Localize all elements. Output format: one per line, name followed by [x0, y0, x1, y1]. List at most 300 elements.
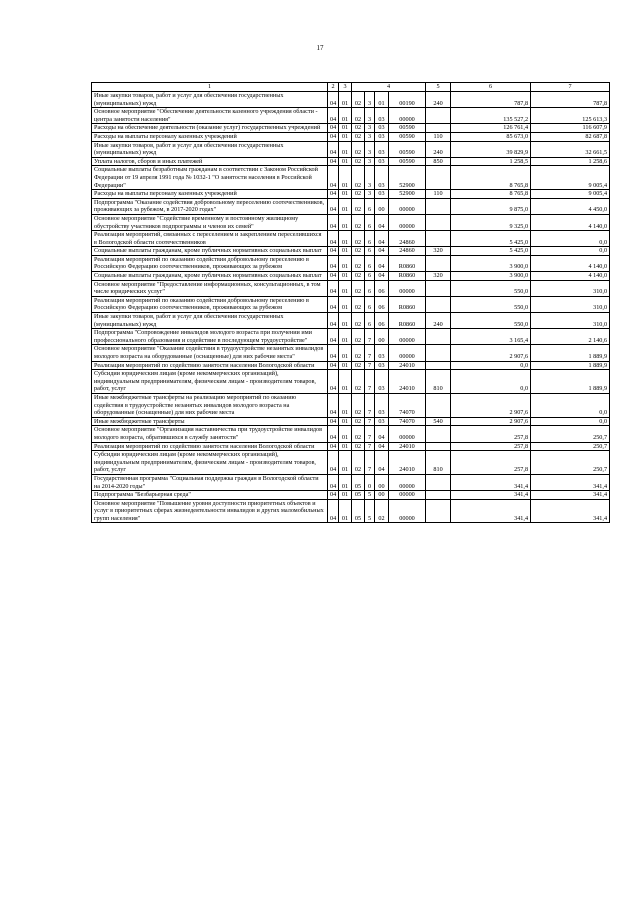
table-body — [92, 92, 610, 523]
row-cell: 52900 — [389, 166, 426, 190]
row-cell: 1 889,9 — [531, 345, 610, 361]
row-cell — [426, 255, 451, 271]
row-cell: 01 — [339, 124, 352, 133]
row-cell: 04 — [375, 247, 389, 256]
row-cell: 02 — [352, 451, 365, 475]
row-cell: 01 — [339, 108, 352, 124]
row-name: Реализация мероприятий, связанных с переселением и закреплением переселившихся в Вологодской области соотечественников — [92, 231, 328, 247]
row-cell: 05 — [352, 491, 365, 500]
row-cell: 04 — [328, 231, 339, 247]
row-cell: 02 — [352, 329, 365, 345]
row-cell: 341,4 — [531, 499, 610, 523]
table-row — [92, 255, 610, 271]
row-cell: 01 — [339, 280, 352, 296]
table-row — [92, 451, 610, 475]
row-cell: 2 907,6 — [451, 393, 531, 417]
row-name: Иные закупки товаров, работ и услуг для обеспечения государственных (муниципальных) нужд — [92, 141, 328, 157]
row-cell: 7 — [365, 442, 375, 451]
table-row — [92, 124, 610, 133]
row-cell: 01 — [339, 370, 352, 394]
header-col-6: 6 — [451, 83, 531, 92]
row-cell: 341,4 — [451, 499, 531, 523]
row-cell: 3 — [365, 190, 375, 199]
row-cell: 310,0 — [531, 313, 610, 329]
row-cell: 1 258,5 — [451, 157, 531, 166]
row-cell: 02 — [352, 417, 365, 426]
row-cell: 04 — [328, 272, 339, 281]
row-cell: 02 — [352, 190, 365, 199]
row-cell: 04 — [375, 231, 389, 247]
row-cell: 04 — [328, 190, 339, 199]
row-cell: 341,4 — [531, 474, 610, 490]
row-cell: 02 — [352, 296, 365, 312]
row-cell: 257,8 — [451, 426, 531, 442]
row-cell: 04 — [375, 426, 389, 442]
row-cell: 3 — [365, 157, 375, 166]
row-cell: 04 — [328, 417, 339, 426]
row-cell: 04 — [375, 442, 389, 451]
row-cell: 02 — [352, 198, 365, 214]
row-cell: 320 — [426, 272, 451, 281]
row-cell: 00000 — [389, 491, 426, 500]
row-cell — [426, 499, 451, 523]
table-row — [92, 214, 610, 230]
row-name: Реализация мероприятий по оказанию содействия добровольному переселению в Российскую Федерацию соотечественников, проживающих за рубежом — [92, 255, 328, 271]
row-cell: 04 — [328, 474, 339, 490]
row-cell: 74070 — [389, 417, 426, 426]
row-cell: 5 — [365, 491, 375, 500]
row-cell: 04 — [328, 166, 339, 190]
table-row — [92, 247, 610, 256]
row-cell: 02 — [352, 272, 365, 281]
row-cell: 00590 — [389, 132, 426, 141]
row-cell: 3 — [365, 92, 375, 108]
row-cell: 4 450,0 — [531, 198, 610, 214]
row-cell: 01 — [339, 474, 352, 490]
row-cell: 9 875,0 — [451, 198, 531, 214]
row-cell: 02 — [352, 313, 365, 329]
row-cell: 04 — [328, 247, 339, 256]
row-cell: 05 — [352, 474, 365, 490]
row-cell: 2 140,6 — [531, 329, 610, 345]
row-cell: 01 — [339, 231, 352, 247]
row-cell: 3 — [365, 132, 375, 141]
table-row — [92, 426, 610, 442]
header-col-5: 5 — [426, 83, 451, 92]
row-cell — [426, 231, 451, 247]
row-cell: 01 — [339, 442, 352, 451]
row-cell: 01 — [339, 166, 352, 190]
row-cell: 240 — [426, 92, 451, 108]
row-cell: 540 — [426, 417, 451, 426]
row-cell: 04 — [328, 370, 339, 394]
row-cell: 39 829,9 — [451, 141, 531, 157]
row-cell: 5 425,0 — [451, 247, 531, 256]
row-cell — [426, 124, 451, 133]
row-cell: 7 — [365, 345, 375, 361]
row-cell: 01 — [339, 345, 352, 361]
row-name: Подпрограмма "Сопровождение инвалидов молодого возраста при получении ими профессионального образования и содействие в последующем трудоустройстве" — [92, 329, 328, 345]
row-cell: 06 — [375, 280, 389, 296]
table-row — [92, 361, 610, 370]
row-cell: 1 889,9 — [531, 370, 610, 394]
row-cell: 00000 — [389, 345, 426, 361]
row-cell: 550,0 — [451, 313, 531, 329]
row-cell: 6 — [365, 198, 375, 214]
row-name: Уплата налогов, сборов и иных платежей — [92, 157, 328, 166]
row-cell: 01 — [339, 361, 352, 370]
row-name: Субсидии юридическим лицам (кроме некоммерческих организаций), индивидуальным предпринимателям, физическим лицам - производителям товаров, работ, услуг — [92, 370, 328, 394]
row-cell: 01 — [339, 499, 352, 523]
row-cell: 250,7 — [531, 442, 610, 451]
row-cell: 9 005,4 — [531, 166, 610, 190]
row-cell: 850 — [426, 157, 451, 166]
row-cell: 02 — [352, 108, 365, 124]
row-name: Иные межбюджетные трансферты на реализацию мероприятий по оказанию содействия в трудоустройстве незанятых инвалидов молодого возраста на оборудованные (оснащенные) для них рабочие места — [92, 393, 328, 417]
row-cell: 6 — [365, 296, 375, 312]
row-cell: 00 — [375, 474, 389, 490]
row-cell: 3 900,0 — [451, 255, 531, 271]
row-cell — [426, 166, 451, 190]
row-cell: 257,8 — [451, 451, 531, 475]
row-cell — [426, 474, 451, 490]
row-cell: 00000 — [389, 426, 426, 442]
row-cell: 01 — [339, 198, 352, 214]
row-cell: 03 — [375, 157, 389, 166]
row-cell: 06 — [375, 296, 389, 312]
row-cell — [426, 361, 451, 370]
row-cell — [426, 198, 451, 214]
page-number: 17 — [316, 44, 324, 52]
table-row — [92, 393, 610, 417]
header-col-name: 1 — [92, 83, 328, 92]
row-cell: 4 140,0 — [531, 272, 610, 281]
row-name: Основное мероприятие "Предоставление информационных, консультационных, в том числе юридических услуг" — [92, 280, 328, 296]
table-row — [92, 296, 610, 312]
row-cell — [426, 345, 451, 361]
row-cell: 02 — [352, 442, 365, 451]
table-row — [92, 272, 610, 281]
row-cell: 04 — [328, 157, 339, 166]
row-cell: 02 — [352, 132, 365, 141]
row-cell: 03 — [375, 393, 389, 417]
header-col-3: 3 — [339, 83, 352, 92]
row-cell: 02 — [352, 255, 365, 271]
row-cell: 00000 — [389, 198, 426, 214]
row-cell: 310,0 — [531, 280, 610, 296]
row-cell: 03 — [375, 417, 389, 426]
row-name: Иные закупки товаров, работ и услуг для обеспечения государственных (муниципальных) нужд — [92, 313, 328, 329]
row-cell: 01 — [339, 255, 352, 271]
row-cell: 110 — [426, 132, 451, 141]
row-cell: 04 — [328, 442, 339, 451]
row-cell: 01 — [339, 214, 352, 230]
row-cell: 04 — [328, 313, 339, 329]
row-cell: 05 — [352, 499, 365, 523]
row-cell: 03 — [375, 166, 389, 190]
row-cell: 0,0 — [531, 231, 610, 247]
row-cell: 7 — [365, 329, 375, 345]
row-name: Основное мероприятие "Оказание содействия в трудоустройстве незанятых инвалидов молодого возраста на оборудованные (оснащенные) для них рабочие места" — [92, 345, 328, 361]
row-cell: 01 — [375, 92, 389, 108]
table-row — [92, 474, 610, 490]
row-cell: 03 — [375, 132, 389, 141]
row-name: Субсидии юридическим лицам (кроме некоммерческих организаций), индивидуальным предпринимателям, физическим лицам - производителям товаров, работ, услуг — [92, 451, 328, 475]
row-cell: 04 — [328, 499, 339, 523]
row-cell: 24010 — [389, 370, 426, 394]
row-cell: 04 — [328, 132, 339, 141]
row-cell: 01 — [339, 426, 352, 442]
row-cell: 810 — [426, 451, 451, 475]
row-name: Расходы на выплаты персоналу казенных учреждений — [92, 190, 328, 199]
row-name: Реализация мероприятий по содействию занятости населения Вологодской области — [92, 361, 328, 370]
table-row — [92, 313, 610, 329]
row-cell: 7 — [365, 417, 375, 426]
row-cell — [426, 108, 451, 124]
row-cell: 00000 — [389, 108, 426, 124]
table-row — [92, 132, 610, 141]
row-name: Реализация мероприятий по оказанию содействия добровольному переселению в Российскую Федерацию соотечественников, проживающих за рубежом — [92, 296, 328, 312]
row-cell: 1 889,9 — [531, 361, 610, 370]
row-cell: 1 258,6 — [531, 157, 610, 166]
row-cell: 01 — [339, 329, 352, 345]
row-cell: 7 — [365, 361, 375, 370]
row-cell — [426, 426, 451, 442]
row-cell: 04 — [328, 426, 339, 442]
row-cell: 6 — [365, 313, 375, 329]
row-cell: 02 — [352, 231, 365, 247]
row-cell: 02 — [352, 141, 365, 157]
row-cell: 04 — [328, 280, 339, 296]
row-cell: 02 — [375, 499, 389, 523]
row-cell: 125 613,3 — [531, 108, 610, 124]
row-cell: 02 — [352, 166, 365, 190]
row-cell: 787,8 — [531, 92, 610, 108]
row-cell: 126 761,4 — [451, 124, 531, 133]
row-cell: 550,0 — [451, 296, 531, 312]
row-cell: 3 165,4 — [451, 329, 531, 345]
row-cell: 257,8 — [451, 442, 531, 451]
row-cell: R0860 — [389, 296, 426, 312]
row-cell: 787,8 — [451, 92, 531, 108]
row-cell: 24010 — [389, 361, 426, 370]
table-row — [92, 345, 610, 361]
header-col-4: 4 — [352, 83, 426, 92]
row-cell: 6 — [365, 247, 375, 256]
row-cell: 00190 — [389, 92, 426, 108]
row-cell — [426, 280, 451, 296]
row-cell: 04 — [328, 491, 339, 500]
row-cell: 3 — [365, 108, 375, 124]
row-cell: 6 — [365, 272, 375, 281]
row-cell: 06 — [375, 313, 389, 329]
row-cell: 24860 — [389, 247, 426, 256]
row-cell: 310,0 — [531, 296, 610, 312]
row-cell: 24010 — [389, 442, 426, 451]
row-cell: 0,0 — [531, 247, 610, 256]
row-cell: 01 — [339, 491, 352, 500]
row-name: Социальные выплаты безработным гражданам в соответствии с Законом Российской Федерации от 19 апреля 1991 года № 1032-1 "О занятости населения в Российской Федерации" — [92, 166, 328, 190]
row-cell: 135 527,2 — [451, 108, 531, 124]
row-cell: 8 765,8 — [451, 190, 531, 199]
row-cell: 04 — [328, 198, 339, 214]
row-cell: 00000 — [389, 329, 426, 345]
row-cell: 2 907,6 — [451, 417, 531, 426]
table-row — [92, 141, 610, 157]
row-cell: 04 — [328, 345, 339, 361]
row-cell — [426, 214, 451, 230]
table-row — [92, 329, 610, 345]
row-cell: 01 — [339, 417, 352, 426]
row-cell: 250,7 — [531, 451, 610, 475]
row-name: Иные межбюджетные трансферты — [92, 417, 328, 426]
header-col-7: 7 — [531, 83, 610, 92]
row-cell: 03 — [375, 345, 389, 361]
row-cell: 85 673,0 — [451, 132, 531, 141]
row-name: Подпрограмма "Безбарьерная среда" — [92, 491, 328, 500]
row-cell: 00000 — [389, 474, 426, 490]
row-cell: 6 — [365, 214, 375, 230]
row-name: Иные закупки товаров, работ и услуг для обеспечения государственных (муниципальных) нужд — [92, 92, 328, 108]
row-cell: 3 — [365, 124, 375, 133]
row-cell: 250,7 — [531, 426, 610, 442]
table-row — [92, 108, 610, 124]
table-row — [92, 157, 610, 166]
row-cell: 04 — [328, 214, 339, 230]
row-name: Подпрограмма "Оказание содействия добровольному переселению соотечественников, проживающих за рубежом, в 2017-2020 годах" — [92, 198, 328, 214]
row-cell: 03 — [375, 361, 389, 370]
table-row — [92, 231, 610, 247]
row-cell: 240 — [426, 141, 451, 157]
row-cell: 550,0 — [451, 280, 531, 296]
row-cell — [426, 491, 451, 500]
row-cell: 0,0 — [451, 370, 531, 394]
row-cell: 04 — [328, 141, 339, 157]
row-cell: 0,0 — [531, 393, 610, 417]
row-cell: 04 — [328, 451, 339, 475]
row-cell: 04 — [328, 108, 339, 124]
row-cell: 01 — [339, 92, 352, 108]
row-name: Расходы на выплаты персоналу казенных учреждений — [92, 132, 328, 141]
row-cell: 24010 — [389, 451, 426, 475]
row-cell: 00000 — [389, 499, 426, 523]
row-cell: 04 — [328, 329, 339, 345]
row-cell — [426, 393, 451, 417]
row-cell: 7 — [365, 426, 375, 442]
row-cell: 02 — [352, 345, 365, 361]
row-cell: 6 — [365, 231, 375, 247]
row-cell: 04 — [328, 255, 339, 271]
row-cell: 00590 — [389, 124, 426, 133]
row-cell: 00590 — [389, 141, 426, 157]
row-cell: 3 — [365, 166, 375, 190]
row-cell: 341,4 — [451, 474, 531, 490]
row-cell: 7 — [365, 451, 375, 475]
row-cell: 4 140,0 — [531, 214, 610, 230]
row-cell: 03 — [375, 108, 389, 124]
row-cell: 8 765,8 — [451, 166, 531, 190]
row-cell: 0,0 — [531, 417, 610, 426]
row-cell: 04 — [328, 124, 339, 133]
table-row — [92, 442, 610, 451]
row-cell: 01 — [339, 313, 352, 329]
row-cell: 01 — [339, 157, 352, 166]
row-cell: 7 — [365, 393, 375, 417]
header-col-2: 2 — [328, 83, 339, 92]
table-row — [92, 417, 610, 426]
row-cell: 04 — [375, 255, 389, 271]
row-cell: 00590 — [389, 157, 426, 166]
row-cell: 02 — [352, 247, 365, 256]
row-cell: 01 — [339, 393, 352, 417]
row-cell: 01 — [339, 247, 352, 256]
row-cell: 04 — [328, 296, 339, 312]
row-cell: 7 — [365, 370, 375, 394]
row-cell: 116 607,9 — [531, 124, 610, 133]
row-name: Социальные выплаты гражданам, кроме публичных нормативных социальных выплат — [92, 272, 328, 281]
row-cell: 02 — [352, 157, 365, 166]
row-cell: 0 — [365, 474, 375, 490]
table-row — [92, 198, 610, 214]
row-cell: 03 — [375, 370, 389, 394]
row-cell: R0860 — [389, 272, 426, 281]
row-cell: 6 — [365, 255, 375, 271]
row-name: Государственная программа "Социальная поддержка граждан в Вологодской области на 2014-2020 годы" — [92, 474, 328, 490]
row-cell: 04 — [328, 393, 339, 417]
table-row — [92, 499, 610, 523]
row-cell: 320 — [426, 247, 451, 256]
row-cell — [426, 442, 451, 451]
row-cell: 2 907,6 — [451, 345, 531, 361]
row-cell: 82 687,8 — [531, 132, 610, 141]
row-cell: 04 — [375, 451, 389, 475]
budget-table — [91, 82, 610, 523]
row-cell: 01 — [339, 272, 352, 281]
row-cell: 5 425,0 — [451, 231, 531, 247]
row-cell: 00000 — [389, 214, 426, 230]
row-cell: 02 — [352, 361, 365, 370]
table-row — [92, 190, 610, 199]
table-row — [92, 280, 610, 296]
table-row — [92, 370, 610, 394]
row-cell: 0,0 — [451, 361, 531, 370]
row-cell: 04 — [375, 214, 389, 230]
row-cell: 240 — [426, 313, 451, 329]
row-name: Основное мероприятие "Обеспечение деятельности казенного учреждения области - центра занятости населения" — [92, 108, 328, 124]
row-cell: 01 — [339, 132, 352, 141]
row-cell — [426, 329, 451, 345]
row-cell: 74070 — [389, 393, 426, 417]
row-cell: 3 900,0 — [451, 272, 531, 281]
row-cell: 04 — [328, 361, 339, 370]
row-cell: 02 — [352, 370, 365, 394]
row-cell: 00000 — [389, 280, 426, 296]
row-cell: 02 — [352, 124, 365, 133]
table-row — [92, 166, 610, 190]
row-cell: 01 — [339, 296, 352, 312]
row-cell: R0860 — [389, 313, 426, 329]
row-cell: 00 — [375, 198, 389, 214]
row-cell: 01 — [339, 190, 352, 199]
row-cell: 9 005,4 — [531, 190, 610, 199]
row-cell: 03 — [375, 190, 389, 199]
row-name: Реализация мероприятий по содействию занятости населения Вологодской области — [92, 442, 328, 451]
header-row — [92, 83, 610, 92]
row-cell: 52900 — [389, 190, 426, 199]
row-cell: 02 — [352, 214, 365, 230]
row-name: Социальные выплаты гражданам, кроме публичных нормативных социальных выплат — [92, 247, 328, 256]
row-cell: 04 — [375, 272, 389, 281]
